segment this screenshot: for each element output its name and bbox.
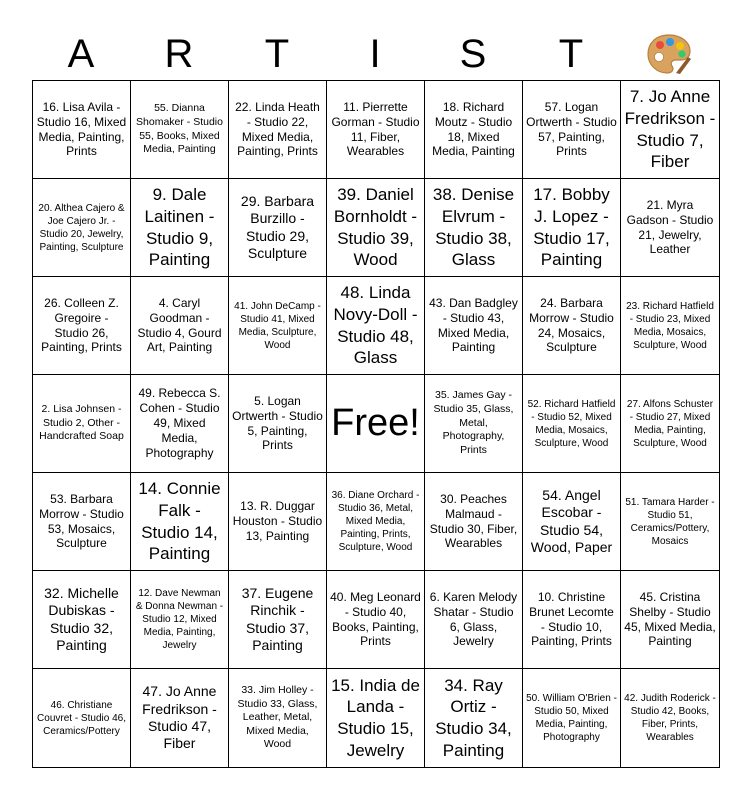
bingo-cell[interactable]: 42. Judith Roderick - Studio 42, Books, Fiber, Prints, Wearables [624, 693, 716, 743]
bingo-cell[interactable]: 15. India de Landa - Studio 15, Jewelry [327, 669, 425, 767]
bingo-cell[interactable]: 40. Meg Leonard - Studio 40, Books, Painting, Prints [327, 571, 425, 669]
bingo-cell[interactable]: 50. William O'Brien - Studio 50, Mixed Media, Painting, Photography [523, 669, 621, 767]
bingo-cell[interactable]: 47. Jo Anne Fredrikson - Studio 47, Fiber [131, 669, 229, 767]
bingo-cell[interactable]: 10. Christine Brunet Lecomte - Studio 10, Painting, Prints [523, 571, 621, 669]
bingo-cell[interactable]: 35. James Gay - Studio 35, Glass, Metal, Photography, Prints [425, 375, 523, 473]
bingo-cell[interactable]: 6. Karen Melody Shatar - Studio 6, Glass, Jewelry [425, 571, 523, 669]
bingo-cell[interactable]: 48. Linda Novy-Doll - Studio 48, Glass [327, 277, 425, 375]
bingo-cell[interactable]: 33. Jim Holley - Studio 33, Glass, Leather, Metal, Mixed Media, Wood [229, 669, 327, 767]
bingo-cell[interactable]: 5. Logan Ortwerth - Studio 5, Painting, Prints [229, 375, 327, 473]
bingo-cell[interactable]: 9. Dale Laitinen - Studio 9, Painting [131, 179, 229, 277]
bingo-cell[interactable]: 27. Alfons Schuster - Studio 27, Mixed Media, Painting, Sculpture, Wood [621, 375, 719, 473]
bingo-cell[interactable]: 32. Michelle Dubiskas - Studio 32, Painting [33, 571, 131, 669]
header-letter: T [558, 32, 584, 76]
header-letter: A [67, 32, 95, 76]
bingo-cell[interactable]: 45. Cristina Shelby - Studio 45, Mixed Media, Painting [621, 571, 719, 669]
bingo-cell[interactable]: 20. Althea Cajero & Joe Cajero Jr. - Studio 20, Jewelry, Painting, Sculpture [33, 179, 131, 277]
bingo-cell[interactable]: 57. Logan Ortwerth - Studio 57, Painting, Prints [523, 81, 621, 179]
bingo-cell[interactable]: 16. Lisa Avila - Studio 16, Mixed Media, Painting, Prints [33, 81, 131, 179]
header-letter: I [369, 32, 381, 76]
header-letter: R [164, 32, 194, 76]
bingo-cell[interactable]: 46. Christiane Couvret - Studio 46, Ceramics/Pottery [33, 669, 131, 767]
artist-palette-icon [620, 28, 718, 80]
bingo-cell[interactable]: 17. Bobby J. Lopez - Studio 17, Painting [523, 179, 621, 277]
bingo-cell[interactable]: 29. Barbara Burzillo - Studio 29, Sculpture [229, 179, 327, 277]
bingo-cell[interactable]: 23. Richard Hatfield - Studio 23, Mixed Media, Mosaics, Sculpture, Wood [621, 277, 719, 375]
bingo-cell[interactable]: 26. Colleen Z. Gregoire - Studio 26, Painting, Prints [33, 277, 131, 375]
header-letter: S [459, 32, 487, 76]
bingo-cell[interactable]: 39. Daniel Bornholdt - Studio 39, Wood [327, 179, 425, 277]
bingo-cell[interactable]: 52. Richard Hatfield - Studio 52, Mixed Media, Mosaics, Sculpture, Wood [523, 375, 621, 473]
bingo-cell[interactable]: 11. Pierrette Gorman - Studio 11, Fiber, Wearables [327, 81, 425, 179]
bingo-cell[interactable]: 34. Ray Ortiz - Studio 34, Painting [425, 669, 523, 767]
bingo-cell[interactable]: 24. Barbara Morrow - Studio 24, Mosaics, Sculpture [523, 277, 621, 375]
bingo-header [32, 28, 720, 80]
bingo-cell[interactable]: 55. Dianna Shomaker - Studio 55, Books, Mixed Media, Painting [131, 81, 229, 179]
bingo-cell[interactable]: 36. Diane Orchard - Studio 36, Metal, Mixed Media, Painting, Prints, Sculpture, Wood [327, 473, 425, 571]
bingo-cell[interactable]: 53. Barbara Morrow - Studio 53, Mosaics, Sculpture [33, 473, 131, 571]
bingo-cell[interactable]: 2. Lisa Johnsen - Studio 2, Other - Handcrafted Soap [33, 375, 131, 473]
bingo-cell[interactable]: 41. John DeCamp - Studio 41, Mixed Media, Sculpture, Wood [229, 277, 327, 375]
header-letter: T [264, 32, 290, 76]
free-space[interactable]: Free! [327, 375, 425, 473]
bingo-cell[interactable]: 12. Dave Newman & Donna Newman - Studio 12, Mixed Media, Painting, Jewelry [131, 571, 229, 669]
bingo-card [32, 80, 720, 768]
bingo-cell[interactable]: 13. R. Duggar Houston - Studio 13, Painting [229, 473, 327, 571]
bingo-cell[interactable]: 18. Richard Moutz - Studio 18, Mixed Media, Painting [425, 81, 523, 179]
bingo-cell[interactable]: 22. Linda Heath - Studio 22, Mixed Media, Painting, Prints [229, 81, 327, 179]
bingo-cell[interactable]: 49. Rebecca S. Cohen - Studio 49, Mixed Media, Photography [131, 375, 229, 473]
bingo-cell[interactable]: 21. Myra Gadson - Studio 21, Jewelry, Leather [621, 179, 719, 277]
bingo-cell[interactable]: 30. Peaches Malmaud - Studio 30, Fiber, Wearables [425, 473, 523, 571]
bingo-cell[interactable]: 37. Eugene Rinchik - Studio 37, Painting [229, 571, 327, 669]
bingo-cell[interactable]: 51. Tamara Harder - Studio 51, Ceramics/Pottery, Mosaics [621, 473, 719, 571]
bingo-cell[interactable]: 54. Angel Escobar - Studio 54, Wood, Paper [523, 473, 621, 571]
bingo-cell[interactable]: 7. Jo Anne Fredrikson - Studio 7, Fiber [621, 81, 719, 179]
bingo-cell[interactable]: 14. Connie Falk - Studio 14, Painting [131, 473, 229, 571]
bingo-cell[interactable]: 43. Dan Badgley - Studio 43, Mixed Media, Painting [425, 277, 523, 375]
bingo-cell[interactable]: 4. Caryl Goodman - Studio 4, Gourd Art, Painting [131, 277, 229, 375]
bingo-cell[interactable]: 38. Denise Elvrum - Studio 38, Glass [425, 179, 523, 277]
